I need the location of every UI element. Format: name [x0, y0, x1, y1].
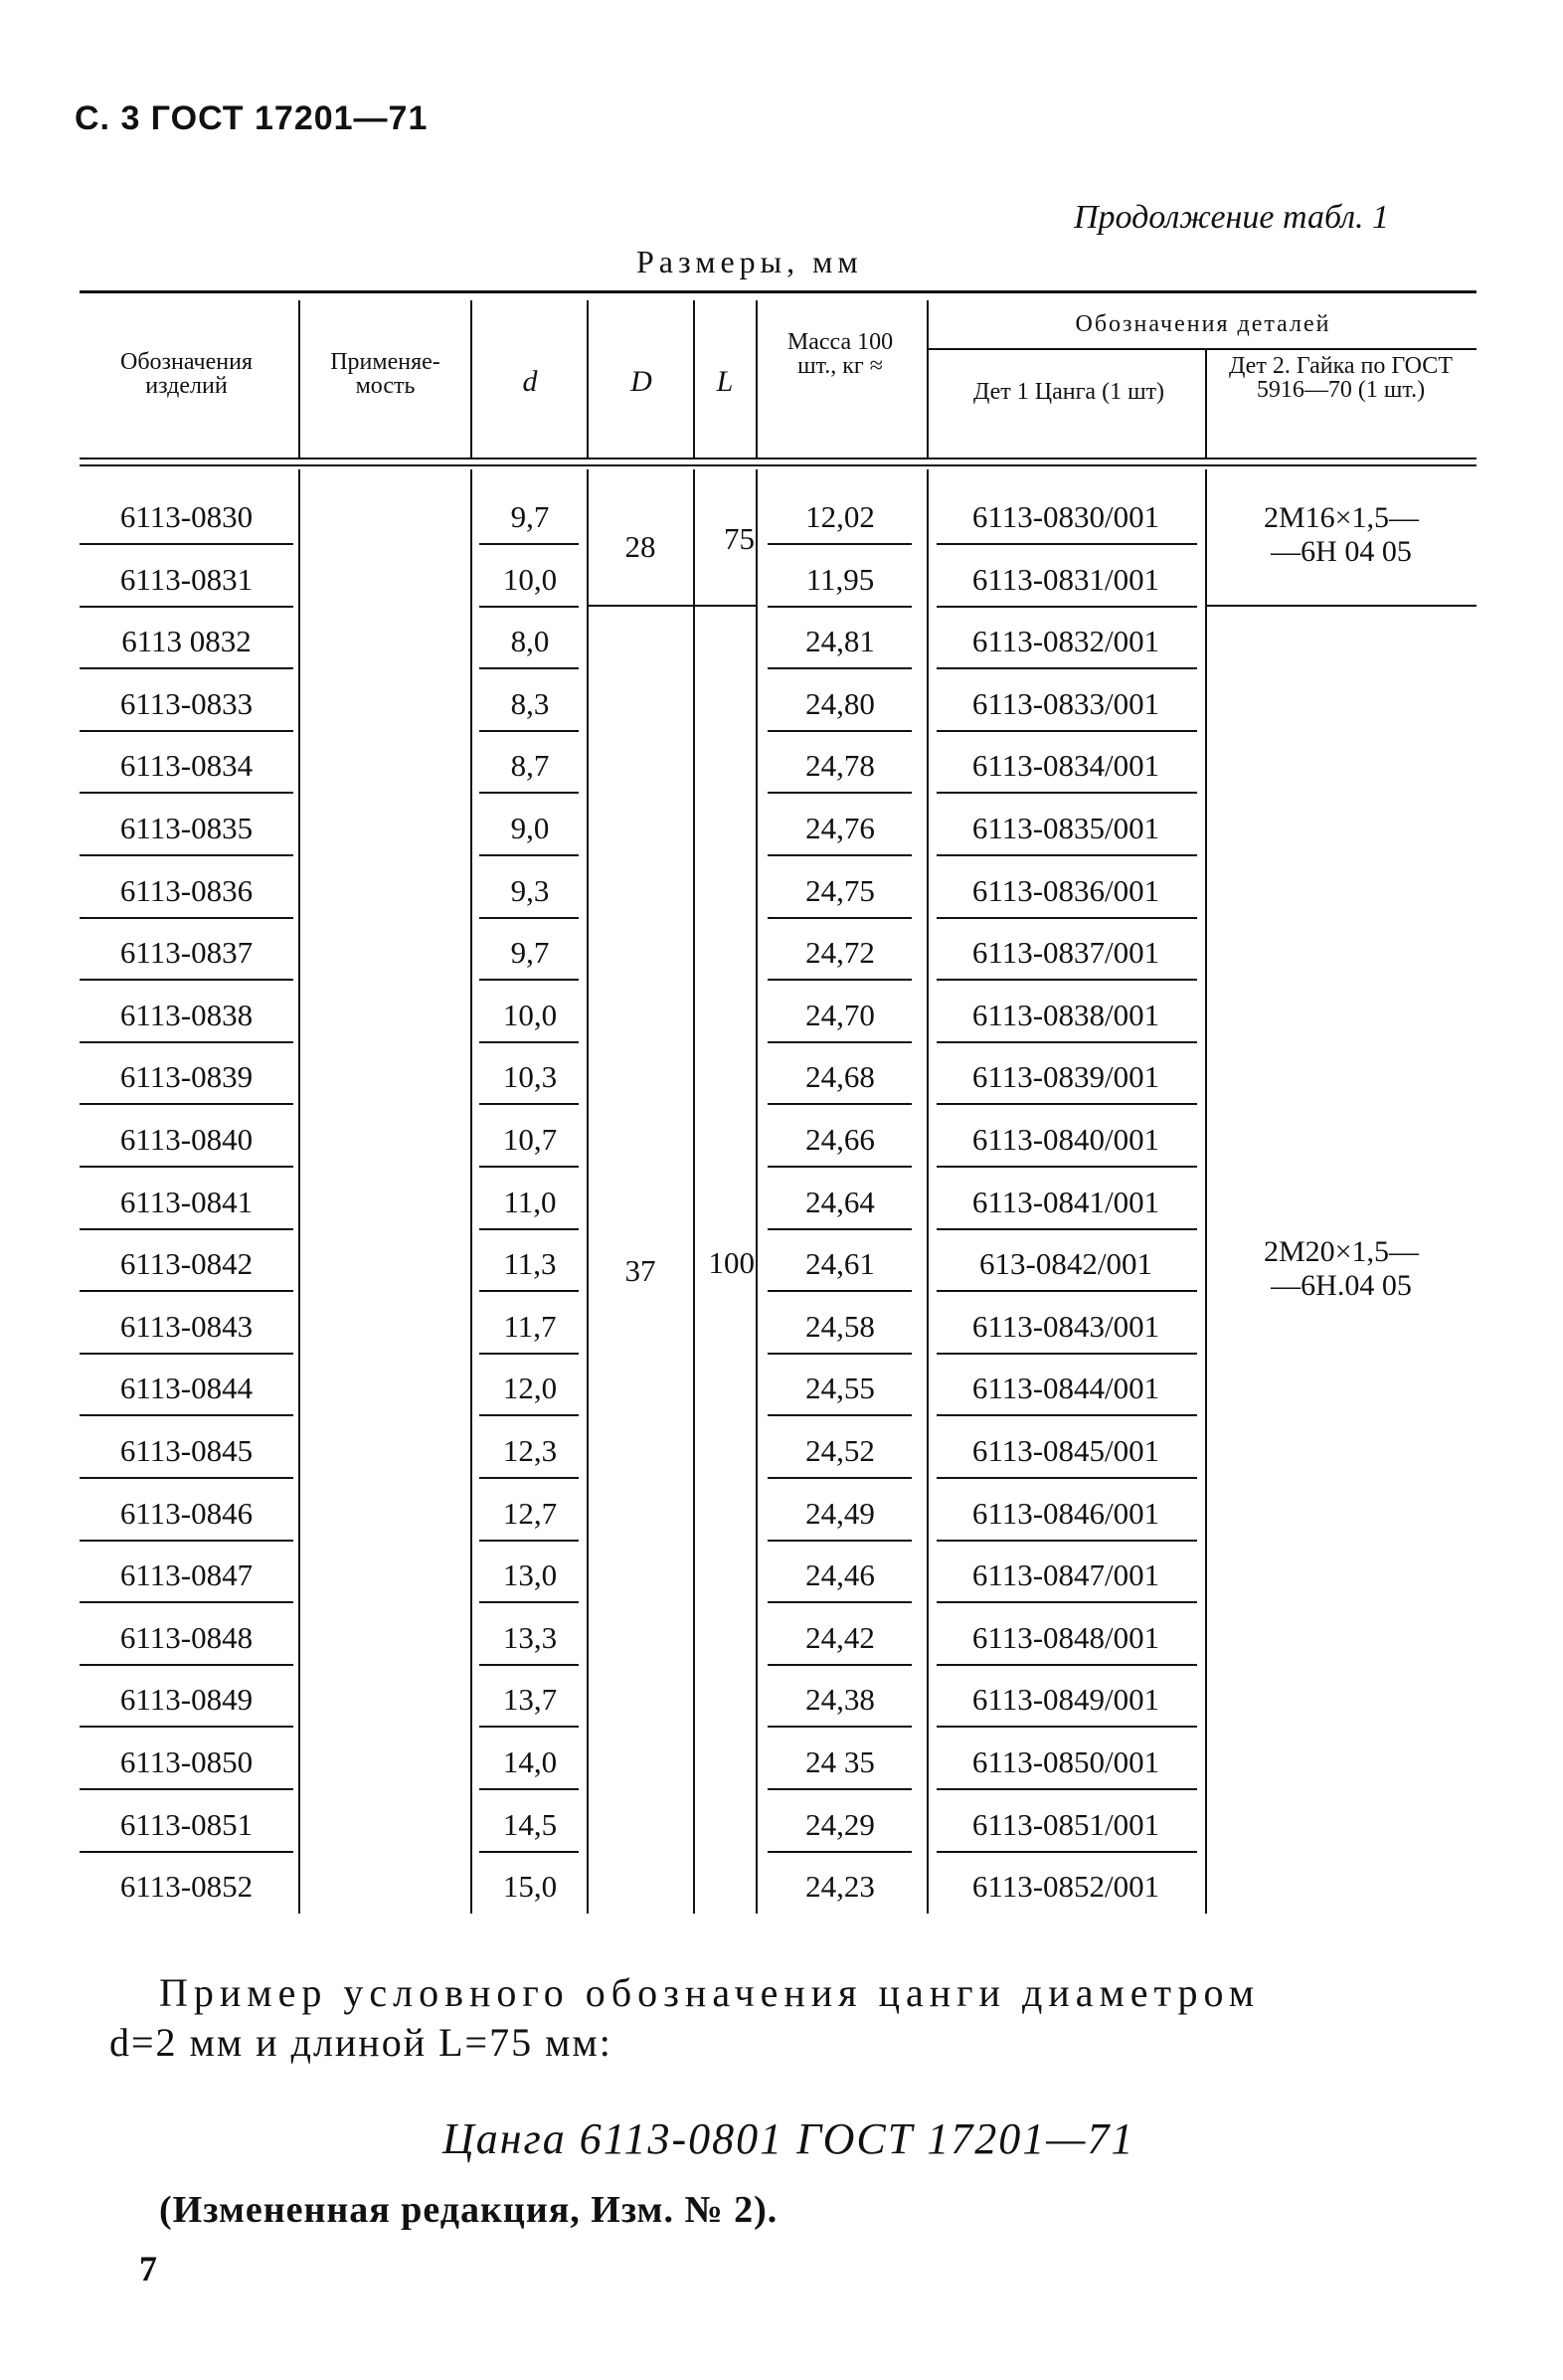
header-vline: [756, 300, 758, 458]
group-separator-nut: [1205, 605, 1476, 607]
row-underline: [937, 543, 1197, 545]
row-underline: [768, 1788, 912, 1790]
row-code: 6113-0838: [119, 997, 254, 1032]
row-mass: 24 35: [805, 1744, 875, 1779]
row-code: 6113-0848: [119, 1619, 254, 1655]
row-code: 6113-0841: [119, 1184, 254, 1219]
row-underline: [207, 1540, 291, 1542]
header-vline: [693, 300, 695, 458]
header-d: d: [522, 365, 538, 398]
row-d: 10,7: [502, 1122, 558, 1157]
row-underline: [937, 1540, 1197, 1542]
row-det1: 6113-0850/001: [971, 1744, 1160, 1779]
row-underline: [768, 792, 912, 794]
header-applicability: Применяе-мость: [330, 349, 440, 399]
row-underline: [479, 1540, 579, 1542]
row-mass: 24,29: [805, 1806, 875, 1842]
row-mass: 24,42: [805, 1619, 875, 1655]
row-underline: [768, 1601, 912, 1603]
row-code: 6113-0843: [119, 1308, 254, 1344]
row-underline: [207, 1103, 291, 1105]
row-underline: [207, 1788, 291, 1790]
body-vline: [298, 469, 300, 1914]
header-D: D: [630, 365, 652, 398]
row-underline: [479, 1664, 579, 1666]
example-text-line2: d=2 мм и длиной L=75 мм:: [109, 2020, 612, 2065]
row-code: 6113-0835: [119, 811, 254, 845]
row-det1: 6113-0834/001: [971, 748, 1160, 784]
example-designation: Цанга 6113-0801 ГОСТ 17201—71: [442, 2114, 1135, 2163]
row-d: 8,3: [510, 685, 550, 721]
row-underline: [768, 667, 912, 669]
header-parts-group: Обозначения деталей: [1075, 311, 1331, 337]
row-mass: 24,72: [805, 935, 875, 971]
body-vline: [587, 469, 589, 1914]
table-continuation-note: Продолжение табл. 1: [1074, 199, 1390, 236]
sizes-caption: Размеры, мм: [636, 244, 863, 279]
row-det1: 6113-0841/001: [971, 1184, 1160, 1219]
row-underline: [479, 1851, 579, 1853]
row-underline: [768, 917, 912, 919]
row-det1: 6113-0849/001: [971, 1682, 1160, 1718]
row-underline: [937, 730, 1197, 732]
row-mass: 24,78: [805, 748, 875, 784]
group2-L: 100: [708, 1245, 755, 1280]
page-header: С. 3 ГОСТ 17201—71: [75, 99, 429, 137]
row-det1: 6113-0844/001: [971, 1371, 1160, 1406]
row-underline: [937, 1290, 1197, 1292]
row-d: 10,3: [502, 1059, 558, 1095]
row-underline: [207, 1290, 291, 1292]
row-det1: 6113-0837/001: [971, 935, 1160, 971]
row-underline: [768, 1228, 912, 1230]
row-underline: [937, 1228, 1197, 1230]
row-det1: 613-0842/001: [979, 1246, 1152, 1282]
row-underline: [479, 543, 579, 545]
row-d: 11,3: [503, 1246, 557, 1282]
header-vline: [1205, 348, 1207, 458]
row-underline: [768, 543, 912, 545]
header-mass: Масса 100 шт., кг ≈: [786, 329, 894, 379]
row-d: 13,7: [502, 1682, 558, 1718]
row-d: 13,3: [502, 1619, 558, 1655]
row-underline: [768, 854, 912, 856]
row-underline: [768, 730, 912, 732]
header-vline: [470, 300, 472, 458]
row-code: 6113-0849: [119, 1682, 254, 1718]
row-underline: [207, 1166, 291, 1168]
row-mass: 24,81: [805, 624, 875, 659]
row-underline: [937, 606, 1197, 608]
dimensions-table: [80, 290, 1476, 1914]
row-d: 13,0: [502, 1557, 558, 1593]
row-det1: 6113-0835/001: [971, 811, 1160, 845]
row-det1: 6113-0851/001: [971, 1806, 1160, 1842]
page-number: 7: [139, 2249, 157, 2288]
row-underline: [207, 979, 291, 981]
row-underline: [768, 606, 912, 608]
row-code: 6113-0852: [119, 1869, 254, 1905]
header-vline: [298, 300, 300, 458]
row-underline: [479, 1166, 579, 1168]
row-underline: [479, 979, 579, 981]
row-code: 6113 0832: [121, 624, 252, 659]
row-underline: [937, 1166, 1197, 1168]
row-code: 6113-0834: [119, 748, 254, 784]
row-d: 11,7: [503, 1308, 557, 1344]
group1-D: 28: [624, 529, 656, 564]
row-underline: [768, 1041, 912, 1043]
row-code: 6113-0850: [119, 1744, 254, 1779]
row-code: 6113-0837: [119, 935, 254, 971]
row-det1: 6113-0846/001: [971, 1495, 1160, 1531]
row-code: 6113-0830: [119, 499, 254, 534]
header-rule-1: [80, 458, 1476, 459]
row-underline: [768, 1477, 912, 1479]
row-underline: [479, 1290, 579, 1292]
row-underline: [479, 1353, 579, 1355]
row-underline: [207, 1414, 291, 1416]
row-d: 12,0: [502, 1371, 558, 1406]
row-mass: 24,55: [805, 1371, 875, 1406]
row-underline: [207, 1041, 291, 1043]
header-rule-2: [80, 464, 1476, 466]
row-code: 6113-0851: [119, 1806, 254, 1842]
row-underline: [207, 1726, 291, 1728]
row-underline: [768, 1851, 912, 1853]
row-det1: 6113-0840/001: [971, 1122, 1160, 1157]
row-underline: [768, 979, 912, 981]
row-d: 9,7: [510, 499, 550, 534]
row-det1: 6113-0839/001: [971, 1059, 1160, 1095]
row-d: 10,0: [502, 561, 558, 597]
row-underline: [207, 606, 291, 608]
body-vline: [470, 469, 472, 1914]
header-designation: Обозначения изделий: [119, 349, 253, 399]
row-underline: [937, 1103, 1197, 1105]
row-det1: 6113-0845/001: [971, 1433, 1160, 1468]
row-det1: 6113-0852/001: [971, 1869, 1160, 1905]
header-det1: Дет 1 Цанга (1 шт): [972, 379, 1165, 405]
row-underline: [937, 1477, 1197, 1479]
row-code: 6113-0847: [119, 1557, 254, 1593]
body-vline: [1205, 469, 1207, 1914]
row-mass: 24,49: [805, 1495, 875, 1531]
parts-group-rule: [927, 348, 1476, 350]
group2-D: 37: [624, 1253, 656, 1288]
row-mass: 24,75: [805, 872, 875, 908]
row-underline: [479, 1414, 579, 1416]
row-underline: [479, 606, 579, 608]
row-underline: [479, 1726, 579, 1728]
row-mass: 24,76: [805, 811, 875, 845]
row-mass: 24,38: [805, 1682, 875, 1718]
row-underline: [207, 1228, 291, 1230]
row-code: 6113-0840: [119, 1122, 254, 1157]
row-underline: [937, 1664, 1197, 1666]
row-mass: 24,64: [805, 1184, 875, 1219]
row-underline: [937, 1726, 1197, 1728]
row-mass: 24,80: [805, 685, 875, 721]
row-underline: [937, 979, 1197, 981]
row-underline: [937, 917, 1197, 919]
row-underline: [479, 792, 579, 794]
row-code: 6113-0844: [119, 1371, 254, 1406]
row-det1: 6113-0832/001: [971, 624, 1160, 659]
group2-nut: 2М20×1,5— —6Н.04 05: [1263, 1235, 1420, 1302]
group1-nut: 2М16×1,5— —6Н 04 05: [1263, 501, 1420, 568]
body-vline: [756, 469, 758, 1914]
row-underline: [479, 917, 579, 919]
row-underline: [937, 1041, 1197, 1043]
row-underline: [768, 1540, 912, 1542]
row-d: 14,5: [502, 1806, 558, 1842]
row-underline: [479, 730, 579, 732]
row-underline: [937, 1601, 1197, 1603]
row-underline: [207, 667, 291, 669]
row-underline: [937, 792, 1197, 794]
row-underline: [479, 1103, 579, 1105]
row-underline: [479, 1228, 579, 1230]
header-det2: Дет 2. Гайка по ГОСТ 5916—70 (1 шт.): [1229, 353, 1453, 403]
row-code: 6113-0845: [119, 1433, 254, 1468]
row-underline: [479, 854, 579, 856]
row-underline: [768, 1353, 912, 1355]
row-underline: [207, 1664, 291, 1666]
row-underline: [768, 1166, 912, 1168]
row-det1: 6113-0847/001: [971, 1557, 1160, 1593]
header-vline: [587, 300, 589, 458]
row-underline: [207, 917, 291, 919]
body-vline: [927, 469, 929, 1914]
row-underline: [479, 1788, 579, 1790]
header-vline: [927, 300, 929, 458]
row-d: 12,3: [502, 1433, 558, 1468]
row-mass: 12,02: [805, 499, 875, 534]
row-mass: 11,95: [805, 561, 875, 597]
row-d: 10,0: [502, 997, 558, 1032]
row-underline: [768, 1290, 912, 1292]
row-det1: 6113-0830/001: [971, 499, 1160, 534]
row-mass: 24,68: [805, 1059, 875, 1095]
row-code: 6113-0833: [119, 685, 254, 721]
row-code: 6113-0836: [119, 872, 254, 908]
row-mass: 24,58: [805, 1308, 875, 1344]
row-mass: 24,66: [805, 1122, 875, 1157]
row-underline: [937, 667, 1197, 669]
row-underline: [207, 1353, 291, 1355]
row-underline: [207, 1851, 291, 1853]
row-det1: 6113-0831/001: [971, 561, 1160, 597]
row-underline: [207, 1601, 291, 1603]
group-separator: [587, 605, 756, 607]
row-underline: [937, 1353, 1197, 1355]
row-underline: [207, 792, 291, 794]
row-det1: 6113-0838/001: [971, 997, 1160, 1032]
row-mass: 24,46: [805, 1557, 875, 1593]
row-code: 6113-0839: [119, 1059, 254, 1095]
row-det1: 6113-0836/001: [971, 872, 1160, 908]
row-underline: [768, 1414, 912, 1416]
row-d: 15,0: [502, 1869, 558, 1905]
body-vline: [693, 469, 695, 1914]
row-d: 9,7: [510, 935, 550, 971]
row-mass: 24,61: [805, 1246, 875, 1282]
row-underline: [937, 1414, 1197, 1416]
row-underline: [479, 1041, 579, 1043]
row-underline: [937, 1851, 1197, 1853]
row-d: 11,0: [503, 1184, 557, 1219]
row-underline: [768, 1726, 912, 1728]
row-code: 6113-0842: [119, 1246, 254, 1282]
row-underline: [479, 1601, 579, 1603]
row-underline: [768, 1103, 912, 1105]
row-d: 9,0: [510, 811, 550, 845]
row-underline: [479, 1477, 579, 1479]
row-mass: 24,70: [805, 997, 875, 1032]
row-det1: 6113-0848/001: [971, 1619, 1160, 1655]
row-d: 14,0: [502, 1744, 558, 1779]
row-underline: [479, 667, 579, 669]
row-d: 9,3: [510, 872, 550, 908]
row-underline: [937, 1788, 1197, 1790]
row-code: 6113-0831: [119, 561, 254, 597]
row-underline: [768, 1664, 912, 1666]
row-underline: [207, 730, 291, 732]
row-underline: [207, 854, 291, 856]
row-underline: [207, 1477, 291, 1479]
row-underline: [937, 854, 1197, 856]
row-det1: 6113-0843/001: [971, 1308, 1160, 1344]
row-underline: [207, 543, 291, 545]
row-code: 6113-0846: [119, 1495, 254, 1531]
header-L: L: [716, 365, 734, 398]
revision-note: (Измененная редакция, Изм. № 2).: [159, 2189, 779, 2231]
row-det1: 6113-0833/001: [971, 685, 1160, 721]
row-mass: 24,52: [805, 1433, 875, 1468]
table-top-rule: [80, 290, 1476, 293]
row-d: 12,7: [502, 1495, 558, 1531]
row-mass: 24,23: [805, 1869, 875, 1905]
group1-L: 75: [724, 521, 755, 556]
row-d: 8,0: [510, 624, 550, 659]
row-d: 8,7: [510, 748, 550, 784]
example-text-line1: Пример условного обозначения цанги диаметром: [159, 1970, 1261, 2015]
